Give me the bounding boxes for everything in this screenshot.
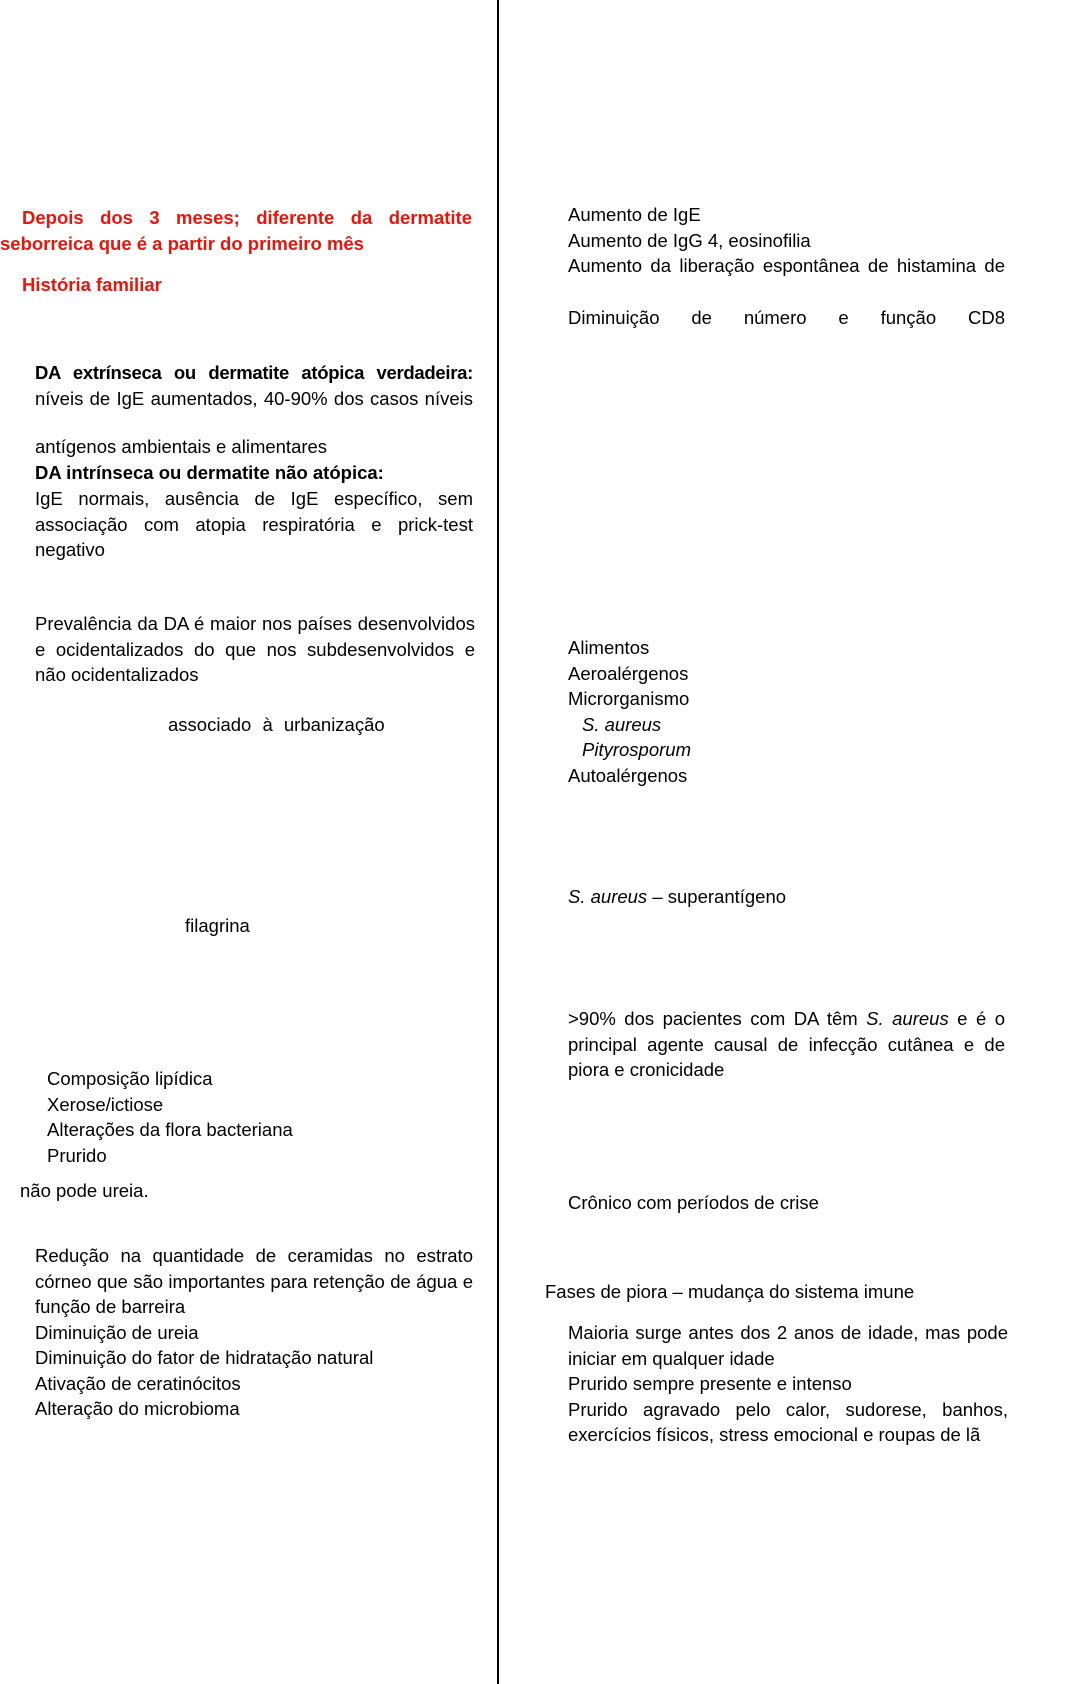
s-aureus-italic: S. aureus [866,1008,949,1029]
list-item-microbiome: Alteração do microbioma [35,1398,240,1419]
page-divider-line [497,0,499,1684]
list-item-xerosis: Xerose/ictiose [47,1093,164,1115]
da-extrinsic-ige-levels: níveis de IgE aumentados, 40-90% dos casos níveis [35,387,473,409]
line-chronic-course: Crônico com períodos de crise [568,1192,819,1213]
superantigen-label: – superantígeno [647,886,787,907]
list-item-autoallergens: Autoalérgenos [568,764,688,786]
text-segment: >90% dos pacientes com DA têm [568,1008,867,1029]
line-superantigen [568,884,786,910]
list-item-lipid-composition: Composição lipídica [47,1068,213,1089]
block-skin-changes [35,1243,473,1422]
list-allergens [568,635,691,788]
paragraph-da-extrinsic [35,360,473,411]
line-antigens: antígenos ambientais e alimentares [35,436,328,457]
block-ige-findings [568,202,1005,279]
s-aureus-italic: S. aureus [568,886,648,907]
list-item-pityrosporum: Pityrosporum [582,739,691,760]
note-onset-timing: Depois dos 3 meses; diferente da dermatite seborreica que é a partir do primeiro mês [0,207,472,254]
list-item-microorganism: Microrganismo [568,688,690,709]
line-pruritus-intense: Prurido sempre presente e intenso [568,1373,852,1394]
list-item-aeroallergens: Aeroalérgenos [568,662,689,684]
note-urea: não pode ureia. [20,1180,149,1201]
paragraph-aureus-prevalence [568,1006,1005,1083]
line-ige-increase: Aumento de IgE [568,204,701,225]
paragraph-prevalence: Prevalência da DA é maior nos países desenvolvidos e ocidentalizados do que nos subdesenvolvidos e não ocidentalizados [35,613,475,685]
line-filaggrin: filagrina [185,915,250,936]
line-cd8-decrease: Diminuição de número e função CD8 [568,307,1005,328]
text-segment: e é o principal agente causal de infecção cutânea e de piora e cronicidade [568,1008,1005,1080]
list-item-urea-decrease: Diminuição de ureia [35,1321,199,1343]
list-item-pruritus: Prurido [47,1144,107,1166]
paragraph-da-intrinsic: IgE normais, ausência de IgE específico, sem associação com atopia respiratória e prick-test negativo [35,488,473,560]
paragraph-pruritus-aggravated: Prurido agravado pelo calor, sudorese, banhos, exercícios físicos, stress emocional e roupas de lã [568,1398,1008,1445]
line-worsening-phases: Fases de piora – mudança do sistema imune [545,1281,915,1302]
list-item-keratinocytes: Ativação de ceratinócitos [35,1372,241,1394]
note-family-history: História familiar [22,274,162,295]
paragraph-onset-age: Maioria surge antes dos 2 anos de idade, mas pode iniciar em qualquer idade [568,1322,1008,1369]
list-item-bacterial-flora: Alterações da flora bacteriana [47,1119,293,1140]
list-item-s-aureus: S. aureus [582,713,662,735]
da-extrinsic-term: DA extrínseca ou dermatite atópica verdadeira: [35,362,473,383]
list-item-hydration-factor: Diminuição do fator de hidratação natural [35,1347,374,1368]
line-histamine-release: Aumento da liberação espontânea de histamina de [568,255,1005,276]
line-urbanization: associado à urbanização [168,714,385,735]
line-igg4-eosinophilia: Aumento de IgG 4, eosinofilia [568,229,811,251]
list-barrier-factors [47,1066,293,1168]
block-clinical-course [568,1320,1008,1448]
da-intrinsic-term: DA intrínseca ou dermatite não atópica: [35,462,384,483]
list-item-foods: Alimentos [568,637,650,658]
paragraph-ceramides: Redução na quantidade de ceramidas no estrato córneo que são importantes para retenção de água e função de barreira [35,1245,473,1317]
